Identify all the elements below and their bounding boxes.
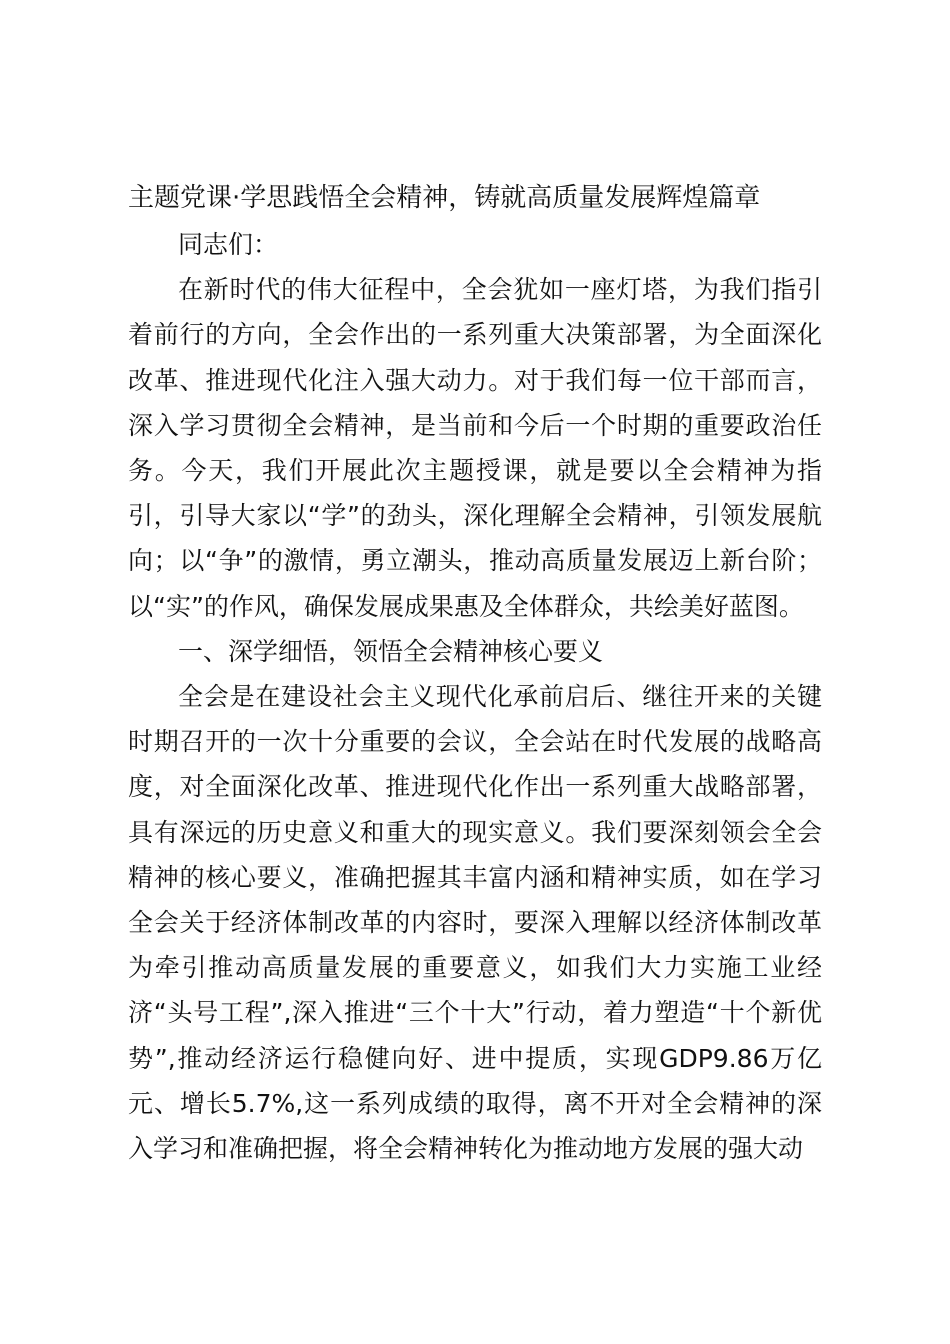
document-body — [128, 222, 822, 1171]
document-title: 主题党课·学思践悟全会精神，铸就高质量发展辉煌篇章 — [128, 183, 761, 213]
paragraph-intro: 在新时代的伟大征程中，全会犹如一座灯塔，为我们指引着前行的方向，全会作出的一系列重大决策部署，为全面深化改革、推进现代化注入强大动力。对于我们每一位干部而言，深入学习贯彻全会精神，是当前和今后一个时期的重要政治任务。今天，我们开展此次主题授课，就是要以全会精神为指引，引导大家以“学”的劲头，深化理解全会精神，引领发展航向；以“争”的激情，勇立潮头，推动高质量发展迈上新台阶；以“实”的作风，确保发展成果惠及全体群众，共绘美好蓝图。 — [128, 275, 822, 621]
paragraph-section-1: 全会是在建设社会主义现代化承前启后、继往开来的关键时期召开的一次十分重要的会议，全会站在时代发展的战略高度，对全面深化改革、推进现代化作出一系列重大战略部署，具有深远的历史意义和重大的现实意义。我们要深刻领会全会精神的核心要义，准确把握其丰富内涵和精神实质，如在学习全会关于经济体制改革的内容时，要深入理解以经济体制改革为牵引推动高质量发展的重要意义，如我们大力实施工业经济“头号工程”,深入推进“三个十大”行动，着力塑造“十个新优势”,推动经济运行稳健向好、进中提质，实现GDP9.86万亿元、增长5.7%,这一系列成绩的取得，离不开对全会精神的深入学习和准确把握，将全会精神转化为推动地方发展的强大动 — [128, 682, 822, 1164]
greeting: 同志们： — [178, 230, 279, 259]
section-heading-1: 一、深学细悟，领悟全会精神核心要义 — [178, 636, 604, 666]
